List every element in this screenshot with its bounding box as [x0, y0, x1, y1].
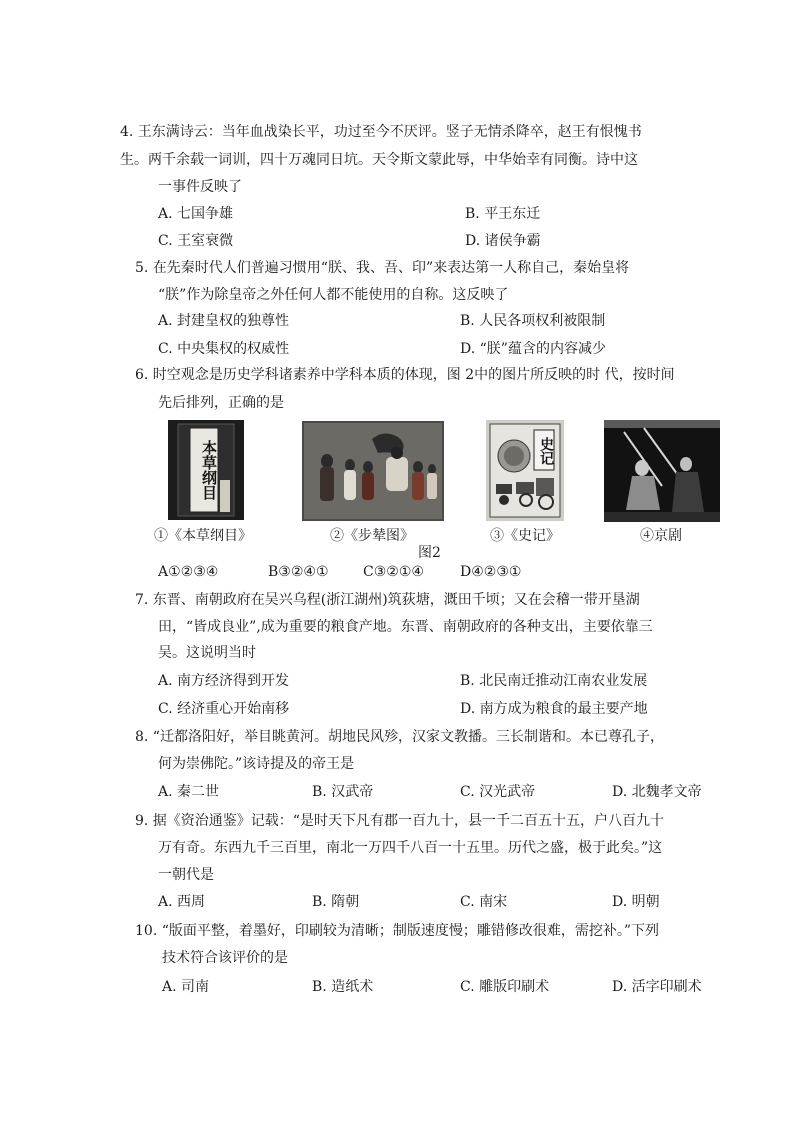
q7-option-a: A. 南方经济得到开发 [158, 673, 290, 689]
q7-stem-line3: 吴。这说明当时 [158, 645, 256, 661]
q9-option-c: C. 南宋 [460, 894, 508, 910]
caption-bunian: ②《步辇图》 [330, 528, 414, 544]
q8-stem-line1: 8. “迁都洛阳好，举目眺黄河。胡地民风殄，汉家文教播。三长制谐和。本已尊孔子， [135, 729, 664, 745]
q5-option-c: C. 中央集权的权威性 [158, 341, 290, 357]
q10-stem-line2: 技术符合该评价的是 [162, 950, 288, 966]
q8-option-c: C. 汉光武帝 [460, 784, 536, 800]
bencao-gangmu-book-image [168, 420, 244, 520]
q9-option-b: B. 隋朝 [312, 894, 360, 910]
q4-stem-line1: 4. 王东满诗云：当年血战染长平，功过至今不厌评。竖子无情杀降卒，赵王有恨愧书 [120, 124, 642, 140]
q4-option-d: D. 诸侯争霸 [465, 233, 541, 249]
q9-stem-line2: 万有奇。东西九千三百里，南北一万四千八百一十五里。历代之盛，极于此矣。”这 [158, 840, 663, 856]
shiji-book-title: 史记 [538, 437, 554, 465]
q4-option-c: C. 王室衰微 [158, 233, 234, 249]
bunian-painting-image [302, 421, 444, 521]
q10-stem-line1: 10. “版面平整，着墨好，印刷较为清晰；制版速度慢；雕错修改很难，需挖补。”下列 [135, 923, 660, 939]
q7-option-c: C. 经济重心开始南移 [158, 701, 290, 717]
q6-option-a: A①②③④ [158, 564, 219, 580]
q8-stem-line2: 何为崇佛陀。”该诗提及的帝王是 [158, 756, 355, 772]
q9-option-d: D. 明朝 [612, 894, 660, 910]
caption-shiji: ③《史记》 [490, 528, 560, 544]
shiji-book-image [486, 420, 564, 521]
q8-option-a: A. 秦二世 [158, 784, 220, 800]
q6-option-b: B③②④① [268, 564, 329, 580]
q4-stem-line3: 一事件反映了 [158, 179, 242, 195]
q5-stem-line2: “朕”作为除皇帝之外任何人都不能使用的自称。这反映了 [158, 287, 509, 303]
q9-stem-line1: 9. 据《资治通鉴》记载：“是时天下凡有郡一百九十，县一千二百五十五，户八百九十 [135, 813, 664, 829]
q9-stem-line3: 一朝代是 [158, 867, 214, 883]
q4-option-b: B. 平王东迁 [465, 206, 541, 222]
caption-bencao: ①《本草纲目》 [154, 528, 252, 544]
q6-stem-line1: 6. 时空观念是历史学科诸素养中学科本质的体现，图 2中的图片所反映的时 代，按时间 [135, 367, 675, 383]
q4-stem-line2: 生。两千余载一词训，四十万魂同日坑。天令斯文蒙此辱，中华始幸有同衡。诗中这 [120, 152, 638, 168]
q7-stem-line1: 7. 东晋、南朝政府在吴兴乌程(浙江湖州)筑荻塘，溉田千顷；又在会稽一带开垦湖 [135, 592, 640, 608]
q5-stem-line1: 5. 在先秦时代人们普遍习惯用“朕、我、吾、印”来表达第一人称自己，秦始皇将 [135, 260, 630, 276]
q4-option-a: A. 七国争雄 [158, 206, 234, 222]
q7-option-d: D. 南方成为粮食的最主要产地 [460, 701, 648, 717]
q7-option-b: B. 北民南迁推动江南农业发展 [460, 673, 648, 689]
q10-option-d: D. 活字印刷术 [612, 979, 702, 995]
peking-opera-image [604, 420, 720, 522]
bencao-book-title: 本草纲目 [200, 440, 218, 500]
q10-option-c: C. 雕版印刷术 [460, 979, 550, 995]
q10-option-a: A. 司南 [162, 979, 210, 995]
q9-option-a: A. 西周 [158, 894, 206, 910]
q6-stem-line2: 先后排列，正确的是 [158, 395, 284, 411]
q5-option-b: B. 人民各项权利被限制 [460, 313, 606, 329]
q7-stem-line2: 田，“皆成良业”,成为重要的粮食产地。东晋、南朝政府的各种支出，主要依靠三 [158, 619, 653, 635]
caption-jingju: ④京剧 [640, 528, 682, 544]
q6-option-d: D④②③① [460, 564, 522, 580]
q8-option-b: B. 汉武帝 [312, 784, 374, 800]
q5-option-d: D. “朕”蕴含的内容减少 [460, 341, 606, 357]
q10-option-b: B. 造纸术 [312, 979, 374, 995]
q6-option-c: C③②①④ [363, 564, 424, 580]
q8-option-d: D. 北魏孝文帝 [612, 784, 702, 800]
q5-option-a: A. 封建皇权的独尊性 [158, 313, 290, 329]
figure-label: 图2 [418, 545, 441, 561]
